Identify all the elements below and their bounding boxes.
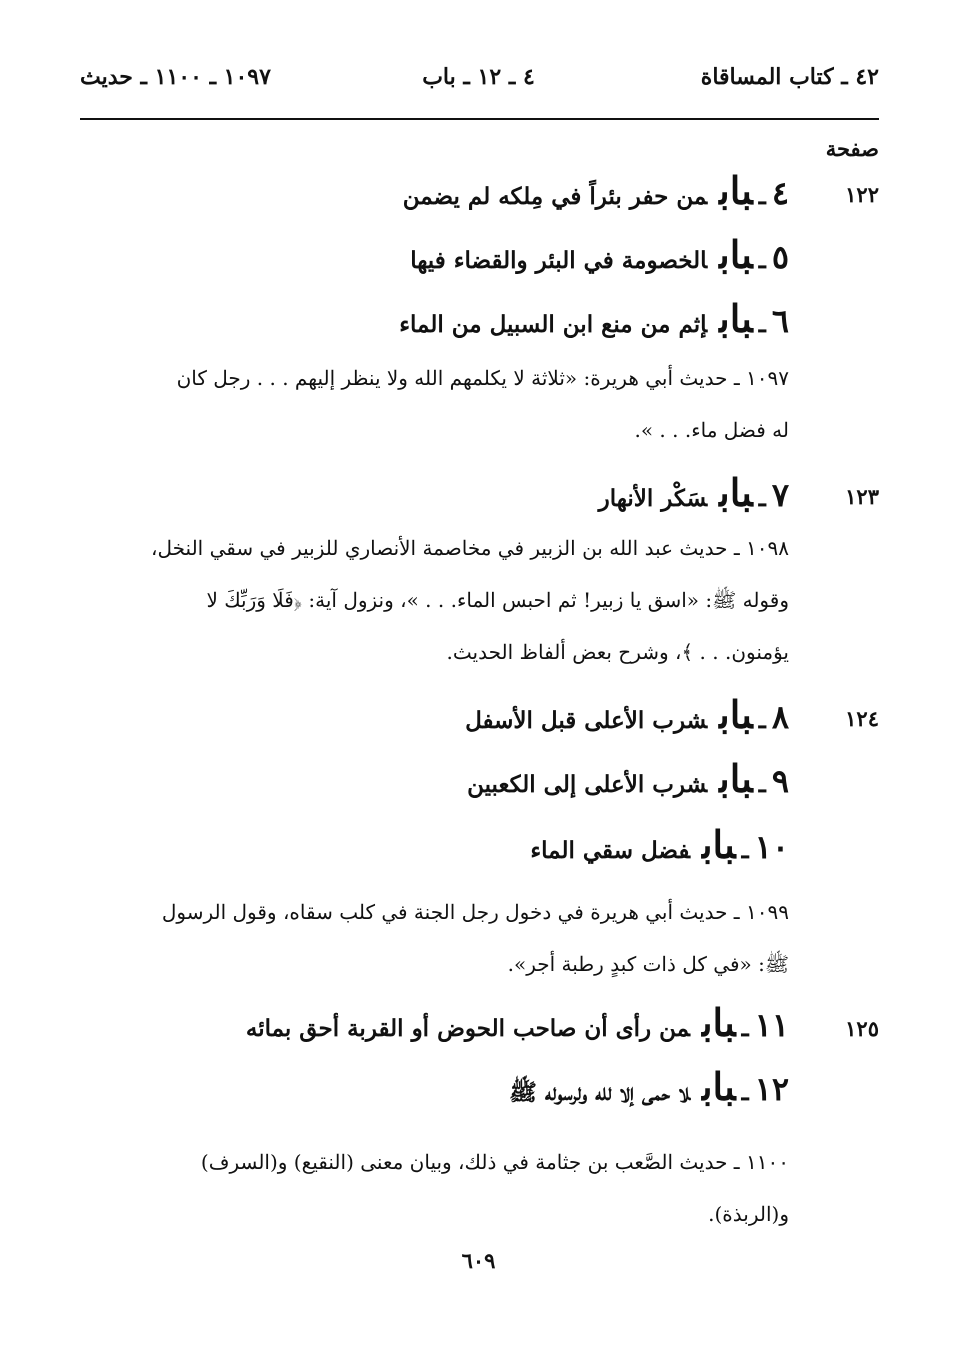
header-rule xyxy=(80,118,879,120)
hadith-entry xyxy=(80,522,789,678)
running-header-chapters: ٤ ـ ١٢ ـ باب xyxy=(422,64,535,90)
bab-title: شرب الأعلى إلى الكعبين xyxy=(467,771,708,798)
bab-dash: ـ xyxy=(758,769,766,798)
bab-number: ٦ xyxy=(771,302,789,340)
bab-dash: ـ xyxy=(758,705,766,734)
bab-number: ٨ xyxy=(771,698,789,736)
bab-dash: ـ xyxy=(758,309,766,338)
page-ref: ١٢٣ xyxy=(845,484,879,509)
bab-word: باب xyxy=(719,470,753,515)
hadith-line: ١٠٩٩ ـ حديث أبي هريرة في دخول رجل الجنة في كلب سقاه، وقول الرسول xyxy=(161,900,789,924)
bab-dash: ـ xyxy=(741,1013,749,1042)
page-column-heading: صفحة xyxy=(825,136,879,161)
bab-heading xyxy=(599,470,789,515)
bab-number: ٤ xyxy=(771,174,789,212)
running-header-book-title: ٤٢ ـ كتاب المساقاة xyxy=(700,64,879,90)
bab-dash: ـ xyxy=(758,245,766,274)
hadith-line: ١٠٩٧ ـ حديث أبي هريرة: «ثلاثة لا يكلمهم الله ولا ينظر إليهم . . . رجل كان xyxy=(176,366,789,390)
bab-heading xyxy=(399,296,789,341)
bab-number: ١١ xyxy=(754,1006,789,1044)
hadith-line: له فضل ماء. . . ». xyxy=(634,418,789,442)
bab-dash: ـ xyxy=(741,835,749,864)
bab-title: شرب الأعلى قبل الأسفل xyxy=(465,707,708,734)
bab-word: باب xyxy=(719,232,753,277)
page-ref: ١٢٢ xyxy=(845,182,879,207)
bab-title: الخصومة في البئر والقضاء فيها xyxy=(410,247,708,274)
bab-title: لا حمى إلا لله ولرسوله ﷺ xyxy=(509,1079,690,1106)
hadith-entry xyxy=(80,1136,789,1240)
page-ref: ١٢٤ xyxy=(845,706,879,731)
hadith-line: ١١٠٠ ـ حديث الصَّعب بن جثامة في ذلك، وبيان معنى (النقيع) و(السرف) xyxy=(200,1150,789,1174)
bab-heading xyxy=(465,692,789,737)
bab-title: من حفر بئراً في مِلكه لم يضمن xyxy=(402,183,708,210)
bab-heading xyxy=(246,1000,789,1045)
page-number: ٦٠٩ xyxy=(461,1248,496,1273)
hadith-entry xyxy=(80,352,789,456)
running-header-hadith-range: ١٠٩٧ ـ ١١٠٠ ـ حديث xyxy=(80,64,271,90)
hadith-entry xyxy=(80,886,789,990)
bab-heading xyxy=(530,822,789,867)
bab-word: باب xyxy=(719,296,753,341)
bab-word: باب xyxy=(701,1000,736,1045)
bab-title: فضل سقي الماء xyxy=(530,837,690,864)
bab-heading xyxy=(403,168,789,213)
hadith-line: ﷺ: «في كل ذات كبدٍ رطبة أجر». xyxy=(507,952,789,976)
bab-heading xyxy=(467,756,789,801)
bab-number: ٥ xyxy=(771,238,789,276)
bab-word: باب xyxy=(719,168,753,213)
bab-title: من رأى أن صاحب الحوض أو القربة أحق بمائه xyxy=(245,1015,690,1042)
bab-number: ٧ xyxy=(771,476,789,514)
hadith-line: ١٠٩٨ ـ حديث عبد الله بن الزبير في مخاصمة الأنصاري للزبير في سقي النخل، xyxy=(151,536,789,560)
bab-word: باب xyxy=(701,1064,736,1109)
bab-heading xyxy=(410,232,789,277)
page-ref: ١٢٥ xyxy=(845,1016,879,1041)
bab-heading xyxy=(509,1064,789,1112)
bab-dash: ـ xyxy=(741,1077,749,1106)
hadith-line: وقوله ﷺ: «اسق يا زبير! ثم احبس الماء. . . »، ونزول آية: ﴿فَلَا وَرَبِّكَ لا xyxy=(206,588,789,612)
bab-dash: ـ xyxy=(758,483,766,512)
bab-title: إثم من منع ابن السبيل من الماء xyxy=(399,311,708,338)
bab-number: ١٠ xyxy=(754,828,789,866)
hadith-line: و(الربذة). xyxy=(708,1202,789,1226)
bab-title: سَكْر الأنهار xyxy=(598,485,708,512)
bab-number: ٩ xyxy=(771,762,789,800)
bab-word: باب xyxy=(701,822,736,867)
hadith-line: يؤمنون. . . ﴾، وشرح بعض ألفاظ الحديث. xyxy=(446,640,789,664)
bab-word: باب xyxy=(719,756,753,801)
bab-word: باب xyxy=(719,692,753,737)
bab-number: ١٢ xyxy=(754,1070,789,1108)
bab-dash: ـ xyxy=(758,181,766,210)
